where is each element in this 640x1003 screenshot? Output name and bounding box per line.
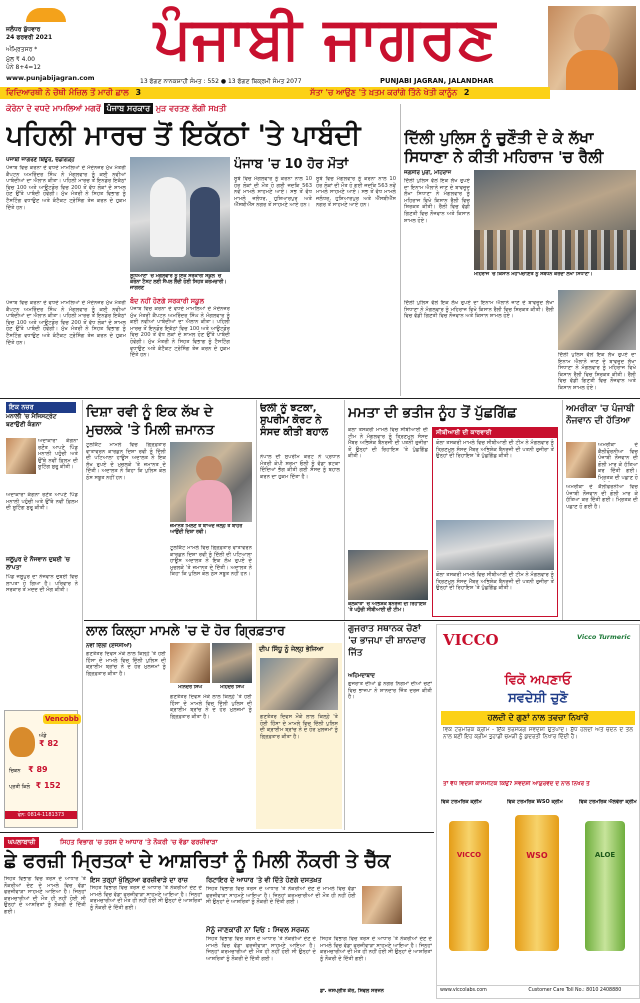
masthead-pages: ਪੰਨੇ 8+4=12 bbox=[6, 64, 41, 71]
ad-item2 bbox=[9, 765, 77, 774]
vicco-tube-1-text: VICCO bbox=[456, 851, 482, 859]
vicco-tag1: ਵਿਕੋ ਅਪਣਾਓ bbox=[504, 673, 572, 688]
divider bbox=[82, 400, 83, 830]
lead-kicker-left: ਕੋਰੋਨਾ ਦੇ ਵਧਦੇ ਮਾਮਲਿਆਂ ਮਗਰੋਂ bbox=[6, 104, 101, 113]
lead-kicker-box: ਪੰਜਾਬ ਸਰਕਾਰ bbox=[104, 103, 153, 114]
story6-headline[interactable]: ਲਾਲ ਕਿਲ੍ਹਾ ਮਾਮਲੇ 'ਚ ਦੋ ਹੋਰ ਗ੍ਰਿਫ਼ਤਾਰ bbox=[86, 624, 285, 639]
right-lead-photo-caption: ਮਹਿਰਾਜ 'ਚ ਕਿਸਾਨ ਮਹਾਪੰਚਾਇਤ ਨੂੰ ਸੰਬੋਧਨ ਕਰਦਾ ਲੱਖਾ ਸਿਧਾਣਾ। bbox=[474, 272, 593, 277]
left-item1-body: ਅਦਾਕਾਰਾ ਕੰਗਨਾ ਰਣੌਤ ਆਪਣੇ ਪਿੰਡ ਮਨਾਲੀ ਪਹੁੰਚੀ ਅਤੇ ਉੱਥੇ ਨਵੀਂ ਫ਼ਿਲਮ ਦੀ ਸ਼ੂਟਿੰਗ ਸ਼ੁਰੂ ਕੀਤੀ। bbox=[38, 438, 78, 471]
story2-headline-1[interactable]: ਦਿਸ਼ਾ ਰਵੀ ਨੂੰ ਇਕ ਲੱਖ ਦੇ bbox=[86, 404, 213, 420]
masthead-info-center: 13 ਫੱਗਣ ਨਾਨਕਸ਼ਾਹੀ ਸੰਮਤ : 552 ● 13 ਫੱਗਣ ਬਿਕ੍ਰਮੀ ਸੰਮਤ 2077 bbox=[140, 78, 302, 85]
bottom-kicker-2: ਸਿਹਤ ਵਿਭਾਗ 'ਚ ਤਰਸ ਦੇ ਆਧਾਰ 'ਤੇ ਨੌਕਰੀ 'ਚ ਵੱਡਾ ਫਰਜ਼ੀਵਾੜਾ bbox=[60, 838, 218, 846]
ticker-right[interactable] bbox=[310, 88, 469, 98]
ad-item3 bbox=[9, 781, 77, 790]
bottom-sub2: ਰਿਟਾਇਰ ਦੇ ਆਧਾਰ 'ਤੇ ਵੀ ਦਿੱਤੇ ਹੋਣਗੇ ਦਸਤਖ਼ਤ bbox=[206, 876, 322, 884]
bottom-col3 bbox=[206, 876, 432, 1000]
right-lead-body-1: ਦਿੱਲੀ ਪੁਲਿਸ ਵੱਲੋਂ ਇਕ ਲੱਖ ਰੁਪਏ ਦਾ ਇਨਾਮ ਐਲਾਨੇ ਜਾਣ ਦੇ ਬਾਵਜੂਦ ਲੱਖਾ ਸਿਧਾਣਾ ਨੇ ਮੰਗਲਵਾਰ ਨੂੰ ਮਹਿਰਾਜ ਵਿਖੇ ਕਿਸਾਨ ਰੈਲੀ ਵਿਚ ਸ਼ਿਰਕਤ ਕੀਤੀ। ਰੈਲੀ ਵਿਚ ਵੱਡੀ ਗਿਣਤੀ ਵਿਚ ਨੌਜਵਾਨ ਅਤੇ ਕਿਸਾਨ ਸ਼ਾਮਲ ਹੋਏ। bbox=[404, 178, 470, 224]
story4-photo-caption: ਕੋਲਕਾਤਾ 'ਚ ਅਭਿਸ਼ੇਕ ਬੈਨਰਜੀ ਦੀ ਰਿਹਾਇਸ਼ 'ਤੇ ਪਹੁੰਚੀ ਸੀਬੀਆਈ ਦੀ ਟੀਮ। bbox=[348, 602, 427, 613]
lead-photo bbox=[130, 157, 230, 272]
vicco-sub-brand: Vicco Turmeric bbox=[577, 633, 631, 641]
right-lead-photo bbox=[474, 170, 636, 270]
right-lead-body-3: ਦਿੱਲੀ ਪੁਲਿਸ ਵੱਲੋਂ ਇਕ ਲੱਖ ਰੁਪਏ ਦਾ ਇਨਾਮ ਐਲਾਨੇ ਜਾਣ ਦੇ ਬਾਵਜੂਦ ਲੱਖਾ ਸਿਧਾਣਾ ਨੇ ਮੰਗਲਵਾਰ ਨੂੰ ਮਹਿਰਾਜ ਵਿਖੇ ਕਿਸਾਨ ਰੈਲੀ ਵਿਚ ਸ਼ਿਰਕਤ ਕੀਤੀ। ਰੈਲੀ ਵਿਚ ਵੱਡੀ ਗਿਣਤੀ ਵਿਚ ਨੌਜਵਾਨ ਅਤੇ ਕਿਸਾਨ ਸ਼ਾਮਲ ਹੋਏ। bbox=[558, 352, 636, 391]
vicco-product2-label: ਵਿਕੋ ਟਰਮਰਿਕ WSO ਕ੍ਰੀਮ bbox=[507, 799, 563, 805]
ad-item1 bbox=[39, 733, 77, 748]
story6-pic1-name: ਮਨਿੰਦਰ ਸਿੰਘ bbox=[178, 685, 202, 690]
story2-headline-2[interactable]: ਮੁਚਲਕੇ 'ਤੇ ਮਿਲੀ ਜ਼ਮਾਨਤ bbox=[86, 422, 215, 438]
lead-byline: ਪੰਜਾਬੀ ਜਾਗਰਣ ਬਿਊਰੋ, ਚੰਡੀਗੜ੍ਹ bbox=[6, 157, 75, 163]
story2-photo bbox=[170, 442, 252, 522]
bottom-body-4: ਸਿਹਤ ਵਿਭਾਗ ਵਿਚ ਤਰਸ ਦੇ ਆਧਾਰ 'ਤੇ ਨੌਕਰੀਆਂ ਦੇਣ ਦੇ ਮਾਮਲੇ ਵਿਚ ਵੱਡਾ ਫਰਜ਼ੀਵਾੜਾ ਸਾਹਮਣੇ ਆਇਆ ਹੈ। ਜਿਨ੍ਹਾਂ ਕਰਮਚਾਰੀਆਂ ਦੀ ਮੌਤ ਹੀ ਨਹੀਂ ਹੋਈ ਸੀ ਉਨ੍ਹਾਂ ਦੇ ਆਸ਼ਰਿਤਾਂ ਨੂੰ ਨੌਕਰੀ ਦੇ ਦਿੱਤੀ ਗਈ। bbox=[206, 936, 316, 962]
story4-photo bbox=[348, 550, 428, 600]
lead-body-col1b: ਪੰਜਾਬ ਵਿਚ ਕੋਰੋਨਾ ਦੇ ਵਧਦੇ ਮਾਮਲਿਆਂ ਦੇ ਮੱਦੇਨਜ਼ਰ ਮੁੱਖ ਮੰਤਰੀ ਕੈਪਟਨ ਅਮਰਿੰਦਰ ਸਿੰਘ ਨੇ ਮੰਗਲਵਾਰ ਨੂੰ ਕਈ ਨਵੀਆਂ ਪਾਬੰਦੀਆਂ ਦਾ ਐਲਾਨ ਕੀਤਾ। ਪਹਿਲੀ ਮਾਰਚ ਤੋਂ ਇਨਡੋਰ ਇਕੱਠਾਂ ਵਿਚ 100 ਅਤੇ ਆਊਟਡੋਰ ਵਿਚ 200 ਤੋਂ ਵੱਧ ਲੋਕਾਂ ਦੇ ਸ਼ਾਮਲ ਹੋਣ ਉੱਤੇ ਪਾਬੰਦੀ ਹੋਵੇਗੀ। ਮੁੱਖ ਮੰਤਰੀ ਨੇ ਸਿਹਤ ਵਿਭਾਗ ਨੂੰ ਟੈਸਟਿੰਗ ਵਧਾਉਣ ਅਤੇ ਕੰਟੈਕਟ ਟ੍ਰੇਸਿੰਗ ਤੇਜ਼ ਕਰਨ ਦੇ ਹੁਕਮ ਦਿੱਤੇ ਹਨ। bbox=[6, 300, 126, 346]
website[interactable]: www.punjabijagran.com bbox=[6, 74, 95, 82]
story7-body: ਗੁਜਰਾਤ ਦੀਆਂ ਛੇ ਨਗਰ ਨਿਗਮਾਂ ਦੀਆਂ ਚੋਣਾਂ ਵਿਚ ਭਾਜਪਾ ਨੇ ਸ਼ਾਨਦਾਰ ਜਿੱਤ ਦਰਜ ਕੀਤੀ ਹੈ। bbox=[348, 681, 432, 701]
divider bbox=[344, 400, 345, 620]
vicco-footer: ਤਾਂ ਵੱਧ ਵਿਦੇਸ਼ੀ ਕਾਸਮੈਟਿਕ ਕਿਉਂ? ਸਵਦੇਸ਼ੀ ਆਯੁਰਵੇਦ ਦੇ ਨਾਲ ਨਿਖਰੇ ਤੇ bbox=[443, 781, 590, 787]
kangana-photo bbox=[6, 438, 36, 474]
story4-headline[interactable]: ਮਮਤਾ ਦੀ ਭਤੀਜ ਨੂੰਹ ਤੋਂ ਪੁੱਛਗਿੱਛ bbox=[348, 405, 517, 421]
civil-surgeon-photo bbox=[362, 886, 402, 924]
vencobb-ad[interactable] bbox=[4, 710, 78, 828]
left-item1-head[interactable]: ਮਨਾਲੀ 'ਚ ਮੈਜਿਸਟ੍ਰੇਟ ਬਣਾਉਣੀ ਕੰਗਨਾ bbox=[6, 413, 57, 428]
divider bbox=[256, 400, 257, 620]
story6-pic1 bbox=[170, 643, 210, 683]
ticker-left[interactable] bbox=[6, 88, 141, 98]
divider bbox=[400, 104, 401, 396]
lead-kicker bbox=[6, 104, 396, 117]
story4-box-body: ਕੋਲਾ ਤਸਕਰੀ ਮਾਮਲੇ ਵਿਚ ਸੀਬੀਆਈ ਦੀ ਟੀਮ ਨੇ ਮੰਗਲਵਾਰ ਨੂੰ ਤ੍ਰਿਣਮੂਲ ਸੰਸਦ ਮੈਂਬਰ ਅਭਿਸ਼ੇਕ ਬੈਨਰਜੀ ਦੀ ਪਤਨੀ ਰੁਜੀਰਾ ਤੋਂ ਉਨ੍ਹਾਂ ਦੀ ਰਿਹਾਇਸ਼ 'ਤੇ ਪੁੱਛਗਿੱਛ ਕੀਤੀ। bbox=[436, 440, 554, 460]
story7-headline[interactable]: ਗੁਜਰਾਤ ਸਥਾਨਕ ਚੋਣਾਂ 'ਚ ਭਾਜਪਾ ਦੀ ਸ਼ਾਨਦਾਰ ਜਿੱਤ bbox=[348, 624, 426, 658]
vicco-footer-bar bbox=[437, 985, 639, 998]
right-lead-byline: ਜਗਸੀਰ ਪੁਰੀ, ਮਹਿਰਾਜ bbox=[404, 170, 452, 176]
ad-phone: ਫੋਨ: 0814-1181373 bbox=[5, 811, 77, 819]
story6-body-1: ਗਣਤੰਤਰ ਦਿਵਸ ਮੌਕੇ ਲਾਲ ਕਿਲ੍ਹੇ 'ਤੇ ਹੋਈ ਹਿੰਸਾ ਦੇ ਮਾਮਲੇ ਵਿਚ ਦਿੱਲੀ ਪੁਲਿਸ ਦੀ ਕ੍ਰਾਈਮ ਬ੍ਰਾਂਚ ਨੇ ਦੋ ਹੋਰ ਮੁਲਜ਼ਮਾਂ ਨੂੰ ਗ੍ਰਿਫ਼ਤਾਰ ਕੀਤਾ ਹੈ। bbox=[86, 651, 166, 677]
bottom-body-3: ਸਿਹਤ ਵਿਭਾਗ ਵਿਚ ਤਰਸ ਦੇ ਆਧਾਰ 'ਤੇ ਨੌਕਰੀਆਂ ਦੇਣ ਦੇ ਮਾਮਲੇ ਵਿਚ ਵੱਡਾ ਫਰਜ਼ੀਵਾੜਾ ਸਾਹਮਣੇ ਆਇਆ ਹੈ। ਜਿਨ੍ਹਾਂ ਕਰਮਚਾਰੀਆਂ ਦੀ ਮੌਤ ਹੀ ਨਹੀਂ ਹੋਈ ਸੀ ਉਨ੍ਹਾਂ ਦੇ ਆਸ਼ਰਿਤਾਂ ਨੂੰ ਨੌਕਰੀ ਦੇ ਦਿੱਤੀ ਗਈ। bbox=[206, 886, 356, 906]
ticker-right-text: ਸੱਤਾ 'ਚ ਆਉਣ 'ਤੇ ਖ਼ਤਮ ਕਰਾਂਗੇ ਤਿੰਨੇ ਖੇਤੀ ਕਾਨੂੰਨ bbox=[310, 88, 458, 97]
masthead-edition: ਅੰਮ੍ਰਿਤਸਰ * bbox=[6, 46, 38, 53]
bottom-headline[interactable]: ਛੇ ਫਰਜ਼ੀ ਮ੍ਰਿਤਕਾਂ ਦੇ ਆਸ਼ਰਿਤਾਂ ਨੂੰ ਮਿਲੀ ਨੌਕਰੀ ਤੇ ਚੈੱਕ bbox=[4, 850, 391, 872]
vicco-tube-2 bbox=[515, 815, 559, 951]
divider bbox=[0, 398, 640, 399]
story5-headline[interactable]: ਅਮਰੀਕਾ 'ਚ ਪੰਜਾਬੀ ਨੌਜਵਾਨ ਦੀ ਹੱਤਿਆ bbox=[566, 404, 635, 426]
vicco-body: ਵਿਕੋ ਟਰਮਰਿਕ ਕ੍ਰੀਮ - ਇੱਕ ਭਰੋਸੇਯੋਗ ਸਵਦੇਸ਼ੀ ਉਤਪਾਦ। ਸ਼ੁੱਧ ਹਲਦੀ ਅਤੇ ਚੰਦਨ ਦੇ ਤੇਲ ਨਾਲ ਬਣੀ ਇਹ ਕ੍ਰੀਮ ਤੁਹਾਡੀ ਚਮੜੀ ਨੂੰ ਕੁਦਰਤੀ ਨਿਖਾਰ ਦਿੰਦੀ ਹੈ। bbox=[443, 727, 633, 740]
ad-item3-label: ਪ੍ਰਤੀ ਕਿਲੋ bbox=[9, 784, 31, 790]
vicco-product3-label: ਵਿਕੋ ਟਰਮਰਿਕ ਐਲੋਵੇਰਾ ਕ੍ਰੀਮ bbox=[579, 799, 637, 805]
sun-logo bbox=[26, 8, 66, 22]
story6-pic2-name: ਮਹਿੰਦਰ ਸਿੰਘ bbox=[220, 685, 244, 690]
lead-headline[interactable]: ਪਹਿਲੀ ਮਾਰਚ ਤੋਂ ਇਕੱਠਾਂ 'ਤੇ ਪਾਬੰਦੀ bbox=[6, 120, 361, 151]
story6-aside-head[interactable]: ਦੀਪ ਸਿੱਧੂ ਨੂੰ ਜੇਲ੍ਹ ਭੇਜਿਆ bbox=[259, 645, 324, 653]
vicco-logo: VICCO bbox=[443, 631, 499, 649]
masthead bbox=[0, 0, 640, 100]
lead-sidebar-head[interactable]: ਪੰਜਾਬ 'ਚ 10 ਹੋਰ ਮੌਤਾਂ bbox=[234, 157, 349, 172]
left-item2-body: ਪਿੰਡ ਜਲੂਪੁਰ ਦਾ ਨੌਜਵਾਨ ਦੁਬਈ ਵਿਚ ਲਾਪਤਾ ਹੋ ਗਿਆ ਹੈ। ਪਰਿਵਾਰ ਨੇ ਸਰਕਾਰ ਤੋਂ ਮਦਦ ਦੀ ਮੰਗ ਕੀਤੀ। bbox=[6, 574, 78, 594]
left-box-title: ਇਕ ਨਜ਼ਰ bbox=[6, 402, 76, 413]
story5-photo bbox=[566, 442, 596, 478]
story6-aside bbox=[256, 643, 342, 829]
ad-item1-label: ਅੰਡੇ bbox=[39, 733, 47, 739]
ticker-bar bbox=[0, 87, 550, 99]
lead-sidebar-body-2: ਸੂਬੇ ਵਿਚ ਮੰਗਲਵਾਰ ਨੂੰ ਕੋਰੋਨਾ ਨਾਲ 10 ਹੋਰ ਲੋਕਾਂ ਦੀ ਮੌਤ ਹੋ ਗਈ ਜਦਕਿ 563 ਨਵੇਂ ਮਾਮਲੇ ਸਾਹਮਣੇ ਆਏ। ਸਭ ਤੋਂ ਵੱਧ ਮਾਮਲੇ ਜਲੰਧਰ, ਹੁਸ਼ਿਆਰਪੁਰ ਅਤੇ ਐੱਸਬੀਐੱਸ ਨਗਰ ਤੋਂ ਸਾਹਮਣੇ ਆਏ ਹਨ। bbox=[316, 176, 396, 209]
vicco-tube-3-text: ALOE bbox=[594, 851, 616, 859]
divider bbox=[344, 622, 345, 830]
ticker-left-page: 3 bbox=[135, 88, 142, 97]
left-item2-head[interactable]: ਜਲੂਪੁਰ ਦੇ ਨੌਜਵਾਨ ਦੁਬਈ 'ਚ ਲਾਪਤਾ bbox=[6, 556, 70, 571]
story3-headline[interactable]: ਓਲੀ ਨੂੰ ਝਟਕਾ, ਸੁਪਰੀਮ ਕੋਰਟ ਨੇ ਸੰਸਦ ਕੀਤੀ ਬਹਾਲ bbox=[260, 403, 329, 438]
story2-body-2: ਟੂਲਕਿੱਟ ਮਾਮਲੇ ਵਿਚ ਗ੍ਰਿਫ਼ਤਾਰ ਵਾਤਾਵਰਨ ਕਾਰਕੁਨ ਦਿਸ਼ਾ ਰਵੀ ਨੂੰ ਦਿੱਲੀ ਦੀ ਪਟਿਆਲਾ ਹਾਊਸ ਅਦਾਲਤ ਨੇ ਇਕ ਲੱਖ ਰੁਪਏ ਦੇ ਮੁਚਲਕੇ 'ਤੇ ਜ਼ਮਾਨਤ ਦੇ ਦਿੱਤੀ। ਅਦਾਲਤ ਨੇ ਕਿਹਾ ਕਿ ਪੁਲਿਸ ਕੋਲ ਠੋਸ ਸਬੂਤ ਨਹੀਂ ਹਨ। bbox=[170, 545, 252, 578]
story4-box bbox=[432, 427, 558, 617]
lead-subhead: ਬੰਦ ਨਹੀਂ ਹੋਣਗੇ ਸਰਕਾਰੀ ਸਕੂਲ bbox=[130, 297, 204, 305]
story6-pic2 bbox=[212, 643, 252, 683]
story4-body-1: ਕੋਲਾ ਤਸਕਰੀ ਮਾਮਲੇ ਵਿਚ ਸੀਬੀਆਈ ਦੀ ਟੀਮ ਨੇ ਮੰਗਲਵਾਰ ਨੂੰ ਤ੍ਰਿਣਮੂਲ ਸੰਸਦ ਮੈਂਬਰ ਅਭਿਸ਼ੇਕ ਬੈਨਰਜੀ ਦੀ ਪਤਨੀ ਰੁਜੀਰਾ ਤੋਂ ਉਨ੍ਹਾਂ ਦੀ ਰਿਹਾਇਸ਼ 'ਤੇ ਪੁੱਛਗਿੱਛ ਕੀਤੀ। bbox=[348, 427, 428, 460]
lead-sub-body: ਪੰਜਾਬ ਵਿਚ ਕੋਰੋਨਾ ਦੇ ਵਧਦੇ ਮਾਮਲਿਆਂ ਦੇ ਮੱਦੇਨਜ਼ਰ ਮੁੱਖ ਮੰਤਰੀ ਕੈਪਟਨ ਅਮਰਿੰਦਰ ਸਿੰਘ ਨੇ ਮੰਗਲਵਾਰ ਨੂੰ ਕਈ ਨਵੀਆਂ ਪਾਬੰਦੀਆਂ ਦਾ ਐਲਾਨ ਕੀਤਾ। ਪਹਿਲੀ ਮਾਰਚ ਤੋਂ ਇਨਡੋਰ ਇਕੱਠਾਂ ਵਿਚ 100 ਅਤੇ ਆਊਟਡੋਰ ਵਿਚ 200 ਤੋਂ ਵੱਧ ਲੋਕਾਂ ਦੇ ਸ਼ਾਮਲ ਹੋਣ ਉੱਤੇ ਪਾਬੰਦੀ ਹੋਵੇਗੀ। ਮੁੱਖ ਮੰਤਰੀ ਨੇ ਸਿਹਤ ਵਿਭਾਗ ਨੂੰ ਟੈਸਟਿੰਗ ਵਧਾਉਣ ਅਤੇ ਕੰਟੈਕਟ ਟ੍ਰੇਸਿੰਗ ਤੇਜ਼ ਕਰਨ ਦੇ ਹੁਕਮ ਦਿੱਤੇ ਹਨ। bbox=[130, 306, 230, 359]
left-box bbox=[0, 400, 80, 830]
story7-byline: ਅਹਿਮਦਾਬਾਦ bbox=[348, 673, 375, 679]
left-item1-body-2: ਅਦਾਕਾਰਾ ਕੰਗਨਾ ਰਣੌਤ ਆਪਣੇ ਪਿੰਡ ਮਨਾਲੀ ਪਹੁੰਚੀ ਅਤੇ ਉੱਥੇ ਨਵੀਂ ਫ਼ਿਲਮ ਦੀ ਸ਼ੂਟਿੰਗ ਸ਼ੁਰੂ ਕੀਤੀ। bbox=[6, 492, 78, 512]
vicco-tube-3 bbox=[585, 821, 625, 951]
lead-sidebar-body: ਸੂਬੇ ਵਿਚ ਮੰਗਲਵਾਰ ਨੂੰ ਕੋਰੋਨਾ ਨਾਲ 10 ਹੋਰ ਲੋਕਾਂ ਦੀ ਮੌਤ ਹੋ ਗਈ ਜਦਕਿ 563 ਨਵੇਂ ਮਾਮਲੇ ਸਾਹਮਣੇ ਆਏ। ਸਭ ਤੋਂ ਵੱਧ ਮਾਮਲੇ ਜਲੰਧਰ, ਹੁਸ਼ਿਆਰਪੁਰ ਅਤੇ ਐੱਸਬੀਐੱਸ ਨਗਰ ਤੋਂ ਸਾਹਮਣੇ ਆਏ ਹਨ। bbox=[234, 176, 312, 209]
story2-body-1: ਟੂਲਕਿੱਟ ਮਾਮਲੇ ਵਿਚ ਗ੍ਰਿਫ਼ਤਾਰ ਵਾਤਾਵਰਨ ਕਾਰਕੁਨ ਦਿਸ਼ਾ ਰਵੀ ਨੂੰ ਦਿੱਲੀ ਦੀ ਪਟਿਆਲਾ ਹਾਊਸ ਅਦਾਲਤ ਨੇ ਇਕ ਲੱਖ ਰੁਪਏ ਦੇ ਮੁਚਲਕੇ 'ਤੇ ਜ਼ਮਾਨਤ ਦੇ ਦਿੱਤੀ। ਅਦਾਲਤ ਨੇ ਕਿਹਾ ਕਿ ਪੁਲਿਸ ਕੋਲ ਠੋਸ ਸਬੂਤ ਨਹੀਂ ਹਨ। bbox=[86, 442, 166, 481]
bottom-kicker: ਘਪਲਾਬਾਜ਼ੀ bbox=[4, 837, 39, 848]
story2-photo-caption: ਜ਼ਮਾਨਤ ਮਿਲਣ ਤੋਂ ਬਾਅਦ ਜੇਲ੍ਹ ਤੋਂ ਬਾਹਰ ਆਉਂਦੀ ਦਿਸ਼ਾ ਰਵੀ। bbox=[170, 524, 243, 535]
right-lead-body-2: ਦਿੱਲੀ ਪੁਲਿਸ ਵੱਲੋਂ ਇਕ ਲੱਖ ਰੁਪਏ ਦਾ ਇਨਾਮ ਐਲਾਨੇ ਜਾਣ ਦੇ ਬਾਵਜੂਦ ਲੱਖਾ ਸਿਧਾਣਾ ਨੇ ਮੰਗਲਵਾਰ ਨੂੰ ਮਹਿਰਾਜ ਵਿਖੇ ਕਿਸਾਨ ਰੈਲੀ ਵਿਚ ਸ਼ਿਰਕਤ ਕੀਤੀ। ਰੈਲੀ ਵਿਚ ਵੱਡੀ ਗਿਣਤੀ ਵਿਚ ਨੌਜਵਾਨ ਅਤੇ ਕਿਸਾਨ ਸ਼ਾਮਲ ਹੋਏ। bbox=[404, 300, 554, 320]
lead-photo-caption: ਲੁਧਿਆਣਾ 'ਚ ਮੰਗਲਵਾਰ ਨੂੰ ਇਕ ਸਰਕਾਰੀ ਸਕੂਲ 'ਚ ਕੋਰੋਨਾ ਟੈਸਟ ਲਈ ਸੈਂਪਲ ਲੈਂਦੀ ਹੋਈ ਸਿਹਤ ਕਰਮਚਾਰੀ। ਜਾਗਰਣ bbox=[130, 274, 227, 291]
masthead-price: ਮੁੱਲ ₹ 4.00 bbox=[6, 56, 35, 63]
ad-item2-label: ਚਿਕਨ bbox=[9, 768, 21, 774]
story4-box-body-2: ਕੋਲਾ ਤਸਕਰੀ ਮਾਮਲੇ ਵਿਚ ਸੀਬੀਆਈ ਦੀ ਟੀਮ ਨੇ ਮੰਗਲਵਾਰ ਨੂੰ ਤ੍ਰਿਣਮੂਲ ਸੰਸਦ ਮੈਂਬਰ ਅਭਿਸ਼ੇਕ ਬੈਨਰਜੀ ਦੀ ਪਤਨੀ ਰੁਜੀਰਾ ਤੋਂ ਉਨ੍ਹਾਂ ਦੀ ਰਿਹਾਇਸ਼ 'ਤੇ ਪੁੱਛਗਿੱਛ ਕੀਤੀ। bbox=[436, 572, 554, 592]
lead-body-col1: ਪੰਜਾਬ ਵਿਚ ਕੋਰੋਨਾ ਦੇ ਵਧਦੇ ਮਾਮਲਿਆਂ ਦੇ ਮੱਦੇਨਜ਼ਰ ਮੁੱਖ ਮੰਤਰੀ ਕੈਪਟਨ ਅਮਰਿੰਦਰ ਸਿੰਘ ਨੇ ਮੰਗਲਵਾਰ ਨੂੰ ਕਈ ਨਵੀਆਂ ਪਾਬੰਦੀਆਂ ਦਾ ਐਲਾਨ ਕੀਤਾ। ਪਹਿਲੀ ਮਾਰਚ ਤੋਂ ਇਨਡੋਰ ਇਕੱਠਾਂ ਵਿਚ 100 ਅਤੇ ਆਊਟਡੋਰ ਵਿਚ 200 ਤੋਂ ਵੱਧ ਲੋਕਾਂ ਦੇ ਸ਼ਾਮਲ ਹੋਣ ਉੱਤੇ ਪਾਬੰਦੀ ਹੋਵੇਗੀ। ਮੁੱਖ ਮੰਤਰੀ ਨੇ ਸਿਹਤ ਵਿਭਾਗ ਨੂੰ ਟੈਸਟਿੰਗ ਵਧਾਉਣ ਅਤੇ ਕੰਟੈਕਟ ਟ੍ਰੇਸਿੰਗ ਤੇਜ਼ ਕਰਨ ਦੇ ਹੁਕਮ ਦਿੱਤੇ ਹਨ। bbox=[6, 165, 126, 211]
story4-box-title: ਸੀਬੀਆਈ ਦੀ ਕਾਰਵਾਈ bbox=[433, 428, 557, 438]
vicco-tagline: ਹਲਦੀ ਦੇ ਗੁਣਾਂ ਨਾਲ ਤਵਚਾ ਨਿਖਾਰੇ bbox=[441, 711, 635, 725]
vicco-web[interactable]: www.viccolabs.com bbox=[440, 988, 487, 993]
portrait-photo bbox=[548, 6, 636, 90]
right-lead-headline-1[interactable]: ਦਿੱਲੀ ਪੁਲਿਸ ਨੂੰ ਚੁਣੌਤੀ ਦੇ ਕੇ ਲੱਖਾ bbox=[404, 129, 594, 147]
masthead-day: ਜਲੰਧਰ ਬੁੱਧਵਾਰ bbox=[6, 26, 41, 33]
story4-box-photo bbox=[436, 520, 554, 570]
masthead-city: PUNJABI JAGRAN, JALANDHAR bbox=[380, 77, 494, 85]
bottom-body-5: ਸਿਹਤ ਵਿਭਾਗ ਵਿਚ ਤਰਸ ਦੇ ਆਧਾਰ 'ਤੇ ਨੌਕਰੀਆਂ ਦੇਣ ਦੇ ਮਾਮਲੇ ਵਿਚ ਵੱਡਾ ਫਰਜ਼ੀਵਾੜਾ ਸਾਹਮਣੇ ਆਇਆ ਹੈ। ਜਿਨ੍ਹਾਂ ਕਰਮਚਾਰੀਆਂ ਦੀ ਮੌਤ ਹੀ ਨਹੀਂ ਹੋਈ ਸੀ ਉਨ੍ਹਾਂ ਦੇ ਆਸ਼ਰਿਤਾਂ ਨੂੰ ਨੌਕਰੀ ਦੇ ਦਿੱਤੀ ਗਈ। bbox=[320, 936, 432, 962]
bottom-body-2: ਸਿਹਤ ਵਿਭਾਗ ਵਿਚ ਤਰਸ ਦੇ ਆਧਾਰ 'ਤੇ ਨੌਕਰੀਆਂ ਦੇਣ ਦੇ ਮਾਮਲੇ ਵਿਚ ਵੱਡਾ ਫਰਜ਼ੀਵਾੜਾ ਸਾਹਮਣੇ ਆਇਆ ਹੈ। ਜਿਨ੍ਹਾਂ ਕਰਮਚਾਰੀਆਂ ਦੀ ਮੌਤ ਹੀ ਨਹੀਂ ਹੋਈ ਸੀ ਉਨ੍ਹਾਂ ਦੇ ਆਸ਼ਰਿਤਾਂ ਨੂੰ ਨੌਕਰੀ ਦੇ ਦਿੱਤੀ ਗਈ। bbox=[90, 885, 202, 911]
bottom-sub3: ਮੈਨੂੰ ਜਾਣਕਾਰੀ ਨਾ ਦਿਓ : ਸਿਵਲ ਸਰਜਨ bbox=[206, 926, 310, 934]
story5-body: ਅਮਰੀਕਾ ਦੇ ਕੈਲੀਫੋਰਨੀਆ ਵਿਚ ਪੰਜਾਬੀ ਨੌਜਵਾਨ ਦੀ ਗੋਲੀ ਮਾਰ ਕੇ ਹੱਤਿਆ ਕਰ ਦਿੱਤੀ ਗਈ। ਮ੍ਰਿਤਕ ਦੀ ਪਛਾਣ ਹੋ bbox=[598, 442, 638, 481]
bottom-sub1: ਇਸ ਤਰ੍ਹਾਂ ਖੁੱਲ੍ਹਿਆ ਫਰਜ਼ੀਵਾੜੇ ਦਾ ਰਾਜ਼ bbox=[90, 876, 188, 884]
vicco-ad[interactable] bbox=[436, 624, 640, 999]
vicco-tube-1 bbox=[449, 821, 489, 951]
right-lead-headline-2[interactable]: ਸਿਧਾਣਾ ਨੇ ਕੀਤੀ ਮਹਿਰਾਜ 'ਚ ਰੈਲੀ bbox=[404, 148, 604, 166]
divider bbox=[562, 400, 563, 620]
ad-item2-price: ₹ 89 bbox=[28, 765, 48, 774]
story6-body-2: ਗਣਤੰਤਰ ਦਿਵਸ ਮੌਕੇ ਲਾਲ ਕਿਲ੍ਹੇ 'ਤੇ ਹੋਈ ਹਿੰਸਾ ਦੇ ਮਾਮਲੇ ਵਿਚ ਦਿੱਲੀ ਪੁਲਿਸ ਦੀ ਕ੍ਰਾਈਮ ਬ੍ਰਾਂਚ ਨੇ ਦੋ ਹੋਰ ਮੁਲਜ਼ਮਾਂ ਨੂੰ ਗ੍ਰਿਫ਼ਤਾਰ ਕੀਤਾ ਹੈ। bbox=[170, 694, 252, 720]
bottom-quote-name: ਡਾ. ਜਸਪ੍ਰੀਤ ਕੌਰ, ਸਿਵਲ ਸਰਜਨ bbox=[320, 988, 384, 994]
lead-kicker-right: ਮੁੜ ਵਰਤਣ ਲੱਗੀ ਸਖ਼ਤੀ bbox=[155, 104, 227, 113]
bottom-kicker-bar bbox=[0, 836, 434, 848]
story5-body-2: ਅਮਰੀਕਾ ਦੇ ਕੈਲੀਫੋਰਨੀਆ ਵਿਚ ਪੰਜਾਬੀ ਨੌਜਵਾਨ ਦੀ ਗੋਲੀ ਮਾਰ ਕੇ ਹੱਤਿਆ ਕਰ ਦਿੱਤੀ ਗਈ। ਮ੍ਰਿਤਕ ਦੀ ਪਛਾਣ ਹੋ ਗਈ ਹੈ। bbox=[566, 484, 638, 510]
vicco-tube-2-text: WSO bbox=[526, 851, 548, 860]
ticker-right-page: 2 bbox=[463, 88, 470, 97]
ad-item1-price: ₹ 82 bbox=[39, 739, 59, 748]
bottom-body-1: ਸਿਹਤ ਵਿਭਾਗ ਵਿਚ ਤਰਸ ਦੇ ਆਧਾਰ 'ਤੇ ਨੌਕਰੀਆਂ ਦੇਣ ਦੇ ਮਾਮਲੇ ਵਿਚ ਵੱਡਾ ਫਰਜ਼ੀਵਾੜਾ ਸਾਹਮਣੇ ਆਇਆ ਹੈ। ਜਿਨ੍ਹਾਂ ਕਰਮਚਾਰੀਆਂ ਦੀ ਮੌਤ ਹੀ ਨਹੀਂ ਹੋਈ ਸੀ ਉਨ੍ਹਾਂ ਦੇ ਆਸ਼ਰਿਤਾਂ ਨੂੰ ਨੌਕਰੀ ਦੇ ਦਿੱਤੀ ਗਈ। bbox=[4, 876, 86, 915]
vicco-tag2: ਸਵਦੇਸ਼ੀ ਚੁਣੋ bbox=[508, 691, 568, 706]
story3-body: ਨੇਪਾਲ ਦੀ ਸੁਪਰੀਮ ਕੋਰਟ ਨੇ ਪ੍ਰਧਾਨ ਮੰਤਰੀ ਕੇਪੀ ਸ਼ਰਮਾ ਓਲੀ ਨੂੰ ਵੱਡਾ ਝਟਕਾ ਦਿੰਦਿਆਂ ਭੰਗ ਕੀਤੀ ਗਈ ਸੰਸਦ ਨੂੰ ਬਹਾਲ ਕਰਨ ਦਾ ਹੁਕਮ ਦਿੱਤਾ ਹੈ। bbox=[260, 454, 340, 480]
ticker-left-text: ਵਿਦਿਆਰਥੀ ਨੇ ਚੌਥੀ ਮੰਜ਼ਿਲ ਤੋਂ ਮਾਰੀ ਛਾਲ bbox=[6, 88, 129, 97]
right-lead-inset-photo bbox=[558, 290, 636, 350]
story6-byline: ਨਵੀਂ ਦਿੱਲੀ (ਏਜੰਸੀਆਂ) bbox=[86, 643, 132, 649]
vencobb-logo: Vencobb bbox=[45, 715, 79, 723]
vicco-care: Customer Care Toll No.: 8010 2408880 bbox=[528, 988, 622, 993]
newspaper-title: ਪੰਜਾਬੀ ਜਾਗਰਣ bbox=[153, 4, 497, 72]
story6-aside-photo bbox=[260, 658, 338, 710]
chicken-icon bbox=[9, 727, 35, 757]
ad-item3-price: ₹ 152 bbox=[35, 781, 61, 790]
divider bbox=[0, 832, 434, 833]
bottom-col2 bbox=[90, 876, 202, 1000]
vicco-product1-label: ਵਿਕੋ ਟਰਮਰਿਕ ਕ੍ਰੀਮ bbox=[441, 799, 482, 805]
divider bbox=[84, 620, 640, 621]
masthead-date: 24 ਫਰਵਰੀ 2021 bbox=[6, 34, 53, 41]
story6-aside-body: ਗਣਤੰਤਰ ਦਿਵਸ ਮੌਕੇ ਲਾਲ ਕਿਲ੍ਹੇ 'ਤੇ ਹੋਈ ਹਿੰਸਾ ਦੇ ਮਾਮਲੇ ਵਿਚ ਦਿੱਲੀ ਪੁਲਿਸ ਦੀ ਕ੍ਰਾਈਮ ਬ੍ਰਾਂਚ ਨੇ ਦੋ ਹੋਰ ਮੁਲਜ਼ਮਾਂ ਨੂੰ ਗ੍ਰਿਫ਼ਤਾਰ ਕੀਤਾ ਹੈ। bbox=[260, 714, 338, 740]
